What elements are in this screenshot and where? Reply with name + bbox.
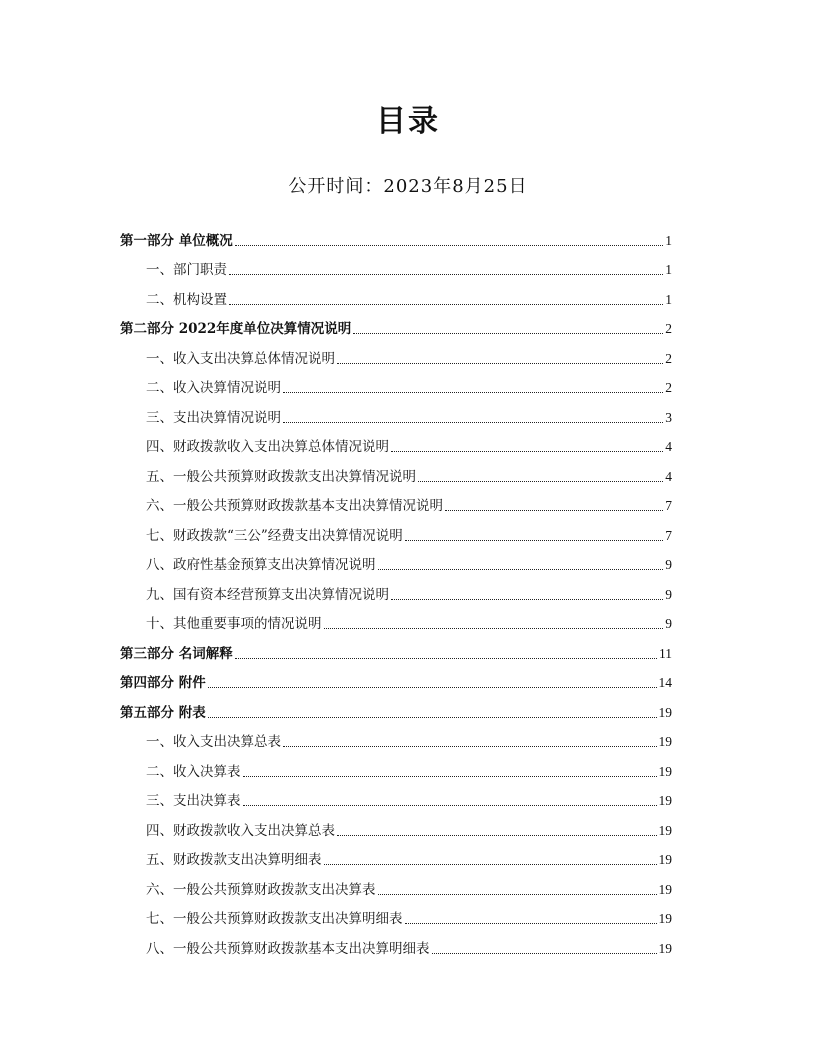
toc-entry-label: 七、一般公共预算财政拨款支出决算明细表: [146, 911, 403, 927]
page-title: 目录: [376, 104, 440, 139]
toc-entry-label: 十、其他重要事项的情况说明: [146, 616, 322, 632]
toc-entry-page-number: 19: [658, 911, 672, 926]
toc-section-entry[interactable]: [120, 691, 672, 721]
toc-entry-page-number: 9: [665, 557, 672, 572]
toc-subsection-entry[interactable]: [120, 337, 672, 367]
toc-entry-label: 四、财政拨款收入支出决算总体情况说明: [146, 439, 389, 455]
toc-entry-page-number: 7: [665, 527, 672, 543]
toc-entry-page-number: 7: [665, 498, 672, 513]
dot-leader: [283, 391, 663, 393]
toc-subsection-entry[interactable]: [120, 721, 672, 751]
toc-entry-page-number: 1: [665, 262, 672, 277]
toc-subsection-entry[interactable]: [120, 249, 672, 279]
toc-section-entry[interactable]: [120, 632, 672, 662]
dot-leader: [445, 509, 663, 511]
toc-entry-page-number: 4: [665, 468, 672, 484]
toc-entry-label: 九、国有资本经营预算支出决算情况说明: [146, 586, 389, 603]
toc-subsection-entry[interactable]: [120, 573, 672, 603]
dot-leader: [324, 863, 657, 865]
dot-leader: [337, 834, 657, 836]
toc-subsection-entry[interactable]: [120, 603, 672, 633]
dot-leader: [229, 273, 663, 275]
toc-subsection-entry[interactable]: [120, 868, 672, 898]
toc-entry-page-number: 19: [658, 734, 672, 749]
dot-leader: [418, 480, 663, 482]
dot-leader: [405, 922, 657, 924]
dot-leader: [208, 686, 657, 688]
publish-date: 公开时间：2023年8月25日: [288, 176, 528, 197]
toc-entry-page-number: 11: [659, 645, 672, 661]
toc-subsection-entry[interactable]: [120, 514, 672, 544]
toc-entry-page-number: 1: [665, 291, 672, 307]
toc-entry-label: 第二部分 2022年度单位决算情况说明: [120, 321, 352, 337]
toc-entry-label: 二、收入决算情况说明: [146, 380, 281, 396]
toc-section-entry[interactable]: [120, 662, 672, 692]
toc-entry-page-number: 19: [658, 822, 672, 838]
toc-entry-page-number: 9: [665, 586, 672, 602]
toc-entry-label: 七、财政拨款“三公”经费支出决算情况说明: [146, 527, 403, 544]
toc-entry-label: 五、财政拨款支出决算明细表: [146, 852, 322, 868]
toc-subsection-entry[interactable]: [120, 898, 672, 928]
toc-subsection-entry[interactable]: [120, 927, 672, 957]
toc-entry-label: 一、收入支出决算总表: [146, 734, 281, 750]
toc-subsection-entry[interactable]: [120, 839, 672, 869]
toc-entry-label: 四、财政拨款收入支出决算总表: [146, 822, 335, 839]
toc-entry-label: 第三部分 名词解释: [120, 645, 233, 662]
toc-entry-label: 五、一般公共预算财政拨款支出决算情况说明: [146, 468, 416, 485]
dot-leader: [283, 745, 657, 747]
toc-entry-label: 八、一般公共预算财政拨款基本支出决算明细表: [146, 940, 430, 957]
toc-entry-page-number: 19: [658, 940, 672, 956]
toc-entry-page-number: 2: [665, 380, 672, 395]
toc-entry-label: 第一部分 单位概况: [120, 232, 233, 249]
dot-leader: [378, 893, 657, 895]
toc-entry-page-number: 9: [665, 616, 672, 631]
toc-entry-label: 二、收入决算表: [146, 763, 241, 780]
dot-leader: [243, 804, 657, 806]
toc-subsection-entry[interactable]: [120, 396, 672, 426]
toc-entry-page-number: 19: [658, 763, 672, 779]
toc-subsection-entry[interactable]: [120, 426, 672, 456]
dot-leader: [283, 421, 663, 423]
dot-leader: [353, 332, 663, 334]
toc-entry-page-number: 1: [665, 232, 672, 248]
dot-leader: [208, 716, 657, 718]
toc-entry-label: 六、一般公共预算财政拨款基本支出决算情况说明: [146, 498, 443, 514]
dot-leader: [229, 303, 663, 305]
toc-subsection-entry[interactable]: [120, 750, 672, 780]
toc-entry-page-number: 2: [665, 350, 672, 366]
dot-leader: [324, 627, 664, 629]
toc-entry-page-number: 4: [665, 439, 672, 454]
dot-leader: [405, 539, 663, 541]
toc-entry-label: 一、部门职责: [146, 262, 227, 278]
toc-subsection-entry[interactable]: [120, 485, 672, 515]
toc-entry-label: 六、一般公共预算财政拨款支出决算表: [146, 881, 376, 898]
toc-subsection-entry[interactable]: [120, 809, 672, 839]
toc-entry-page-number: 3: [665, 409, 672, 425]
toc-entry-label: 八、政府性基金预算支出决算情况说明: [146, 557, 376, 573]
toc-entry-label: 第四部分 附件: [120, 675, 206, 691]
toc-entry-label: 三、支出决算情况说明: [146, 409, 281, 426]
dot-leader: [378, 568, 664, 570]
toc-subsection-entry[interactable]: [120, 455, 672, 485]
toc-subsection-entry[interactable]: [120, 367, 672, 397]
dot-leader: [337, 362, 663, 364]
dot-leader: [235, 244, 664, 246]
dot-leader: [391, 598, 663, 600]
toc-entry-label: 第五部分 附表: [120, 704, 206, 721]
toc-entry-label: 二、机构设置: [146, 291, 227, 308]
dot-leader: [432, 952, 657, 954]
toc-entry-page-number: 19: [658, 852, 672, 867]
toc-subsection-entry[interactable]: [120, 780, 672, 810]
table-of-contents: [120, 219, 672, 957]
toc-subsection-entry[interactable]: [120, 278, 672, 308]
toc-entry-page-number: 2: [665, 321, 672, 336]
dot-leader: [235, 657, 657, 659]
toc-entry-label: 三、支出决算表: [146, 793, 241, 809]
toc-entry-page-number: 19: [658, 704, 672, 720]
toc-section-entry[interactable]: [120, 308, 672, 338]
toc-section-entry[interactable]: [120, 219, 672, 249]
toc-entry-page-number: 14: [658, 675, 672, 690]
toc-entry-label: 一、收入支出决算总体情况说明: [146, 350, 335, 367]
toc-subsection-entry[interactable]: [120, 544, 672, 574]
dot-leader: [243, 775, 657, 777]
toc-entry-page-number: 19: [658, 793, 672, 808]
toc-entry-page-number: 19: [658, 881, 672, 897]
dot-leader: [391, 450, 663, 452]
